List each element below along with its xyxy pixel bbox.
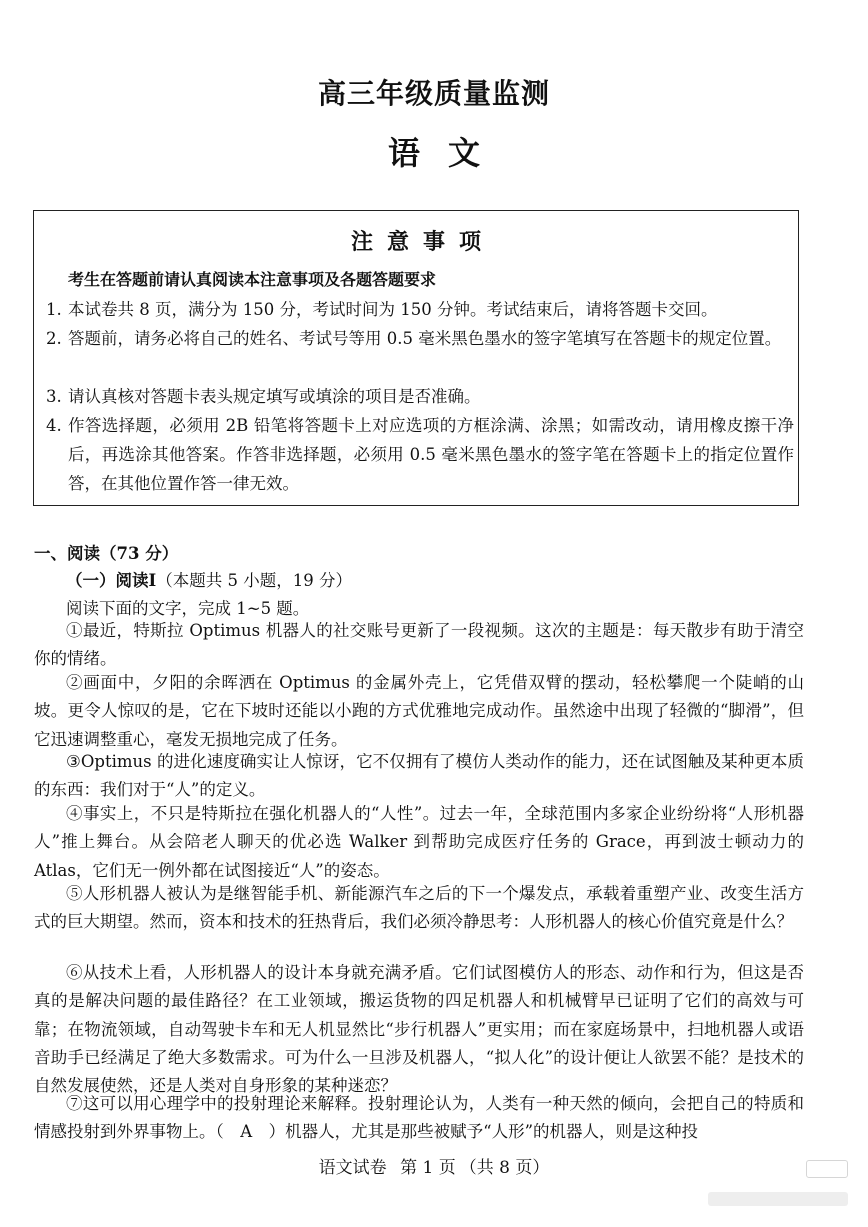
passage-paragraph: ③Optimus 的进化速度确实让人惊讶，它不仅拥有了模仿人类动作的能力，还在试图触及某种更本质的东西：我们对于“人”的定义。 bbox=[34, 752, 804, 800]
notice-item bbox=[46, 324, 794, 353]
passage-paragraph: ④事实上，不只是特斯拉在强化机器人的“人性”。过去一年，全球范围内多家企业纷纷将“人形机器人”推上舞台。从会陪老人聊天的优必选 Walker 到帮助完成医疗任务的 Grace，再到波士顿动力的 Atlas，它们无一例外都在试图接近“人”的姿态。 bbox=[34, 804, 804, 880]
subsection-label: （一）阅读Ⅰ bbox=[66, 571, 157, 590]
reading-instruction: 阅读下面的文字，完成 1~5 题。 bbox=[66, 599, 310, 618]
notice-item-text: 答题前，请务必将自己的姓名、考试号等用 0.5 毫米黑色墨水的签字笔填写在答题卡的规定位置。 bbox=[68, 329, 782, 348]
notice-subtitle: 考生在答题前请认真阅读本注意事项及各题答题要求 bbox=[68, 270, 437, 289]
watermark-mark bbox=[708, 1192, 848, 1206]
passage-paragraph: ⑦这可以用心理学中的投射理论来解释。投射理论认为，人类有一种天然的倾向，会把自己的特质和情感投射到外界事物上。（ A ）机器人，尤其是那些被赋予“人形”的机器人，则是这种投 bbox=[34, 1094, 804, 1142]
passage-paragraph: ①最近，特斯拉 Optimus 机器人的社交账号更新了一段视频。这次的主题是：每天散步有助于清空你的情绪。 bbox=[34, 621, 804, 669]
notice-item bbox=[46, 295, 794, 324]
notice-title: 注意事项 bbox=[350, 229, 495, 255]
passage-paragraph: ⑤人形机器人被认为是继智能手机、新能源汽车之后的下一个爆发点，承载着重塑产业、改变生活方式的巨大期望。然而，资本和技术的狂热背后，我们必须冷静思考：人形机器人的核心价值究竟是什么？ bbox=[34, 884, 804, 932]
footer-page-number: 第 1 页 bbox=[400, 1158, 456, 1178]
notice-item-text: 本试卷共 8 页，满分为 150 分，考试时间为 150 分钟。考试结束后，请将答题卡交回。 bbox=[68, 300, 718, 319]
footer-total-pages: （共 8 页） bbox=[459, 1158, 550, 1178]
exam-title: 高三年级质量监测 bbox=[317, 77, 550, 110]
notice-item bbox=[46, 382, 794, 411]
subject-title: 语文 bbox=[387, 134, 508, 172]
notice-box bbox=[33, 210, 799, 506]
passage-paragraph: ⑥从技术上看，人形机器人的设计本身就充满矛盾。它们试图模仿人的形态、动作和行为，但这是否真的是解决问题的最佳路径？在工业领域，搬运货物的四足机器人和机械臂早已证明了它们的高效与可靠；在物流领域，自动驾驶卡车和无人机显然比“步行机器人”更实用；而在家庭场景中，扫地机器人或语音助手已经满足了绝大多数需求。可为什么一旦涉及机器人，“拟人化”的设计便让人欲罢不能？是技术的自然发展使然，还是人类对自身形象的某种迷恋？ bbox=[34, 963, 804, 1096]
passage-paragraph: ②画面中，夕阳的余晖洒在 Optimus 的金属外壳上，它凭借双臂的摆动，轻松攀爬一个陡峭的山坡。更令人惊叹的是，它在下坡时还能以小跑的方式优雅地完成动作。虽然途中出现了轻微的“脚滑”，但它迅速调整重心，毫发无损地完成了任务。 bbox=[34, 673, 804, 749]
notice-item-text: 作答选择题，必须用 2B 铅笔将答题卡上对应选项的方框涂满、涂黑；如需改动，请用橡皮擦干净后，再选涂其他答案。作答非选择题，必须用 0.5 毫米黑色墨水的签字笔在答题卡上的指定位置作答，在其他位置作答一律无效。 bbox=[68, 416, 794, 493]
footer-subject: 语文试卷 bbox=[318, 1158, 387, 1178]
watermark-logo bbox=[806, 1160, 848, 1178]
section-heading: 一、阅读（73 分） bbox=[34, 544, 179, 563]
notice-item-text: 请认真核对答题卡表头规定填写或填涂的项目是否准确。 bbox=[68, 387, 481, 406]
notice-item-number: 3. bbox=[46, 387, 62, 406]
notice-item-number: 1. bbox=[46, 300, 62, 319]
notice-item-number: 4. bbox=[46, 416, 62, 435]
subsection-heading bbox=[66, 567, 352, 591]
notice-item bbox=[46, 411, 794, 498]
notice-item-number: 2. bbox=[46, 329, 62, 348]
page-footer bbox=[0, 1153, 868, 1178]
subsection-detail: （本题共 5 小题，19 分） bbox=[156, 571, 352, 590]
